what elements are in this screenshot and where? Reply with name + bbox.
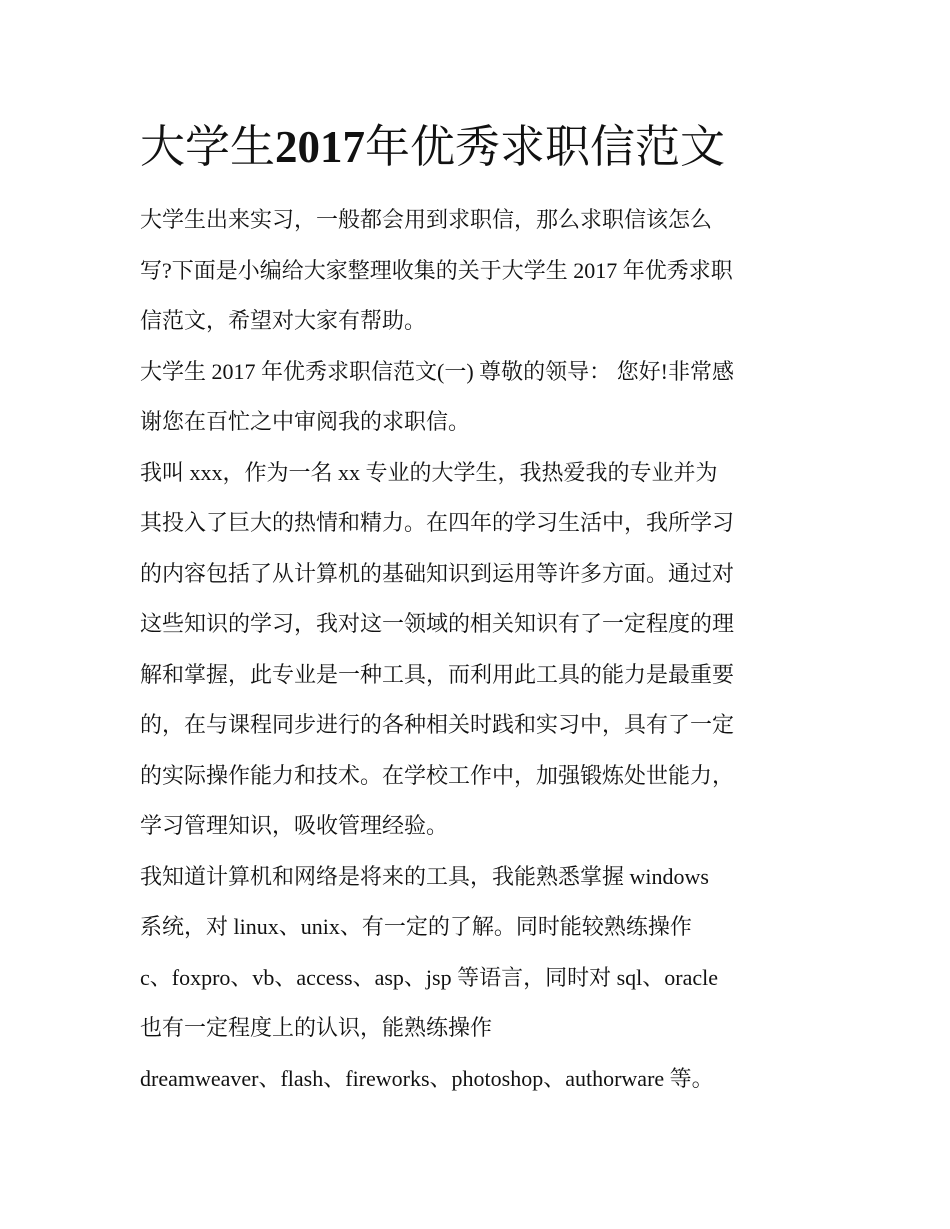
body-line: 谢您在百忙之中审阅我的求职信。 xyxy=(140,409,471,434)
body-line: 大学生 2017 年优秀求职信范文(一) 尊敬的领导： 您好!非常感 xyxy=(140,358,734,384)
body-line: 系统，对 linux、unix、有一定的了解。同时能较熟练操作 xyxy=(140,914,692,939)
title-prefix: 大学生 xyxy=(140,120,276,173)
body-line: 信范文，希望对大家有帮助。 xyxy=(140,308,427,333)
body-line: c、foxpro、vb、access、asp、jsp 等语言，同时对 sql、oracle xyxy=(140,964,719,990)
title-suffix: 年优秀求职信范文 xyxy=(365,120,726,173)
body-line: 这些知识的学习，我对这一领域的相关知识有了一定程度的理 xyxy=(140,611,735,636)
body-line: 的，在与课程同步进行的各种相关时践和实习中，具有了一定 xyxy=(140,712,735,737)
title-year: 2017 xyxy=(275,122,366,172)
body-line: 我叫 xxx，作为一名 xx 专业的大学生，我热爱我的专业并为 xyxy=(140,459,718,485)
body-line: 也有一定程度上的认识，能熟练操作 xyxy=(140,1015,493,1040)
body-line: 我知道计算机和网络是将来的工具，我能熟悉掌握 windows xyxy=(140,863,709,889)
document-title xyxy=(140,116,830,178)
body-line: 学习管理知识，吸收管理经验。 xyxy=(140,813,449,838)
body-line: 的实际操作能力和技术。在学校工作中，加强锻炼处世能力， xyxy=(140,762,735,788)
document-body xyxy=(140,195,830,1104)
body-line: 的内容包括了从计算机的基础知识到运用等许多方面。通过对 xyxy=(140,560,735,586)
body-line: 大学生出来实习，一般都会用到求职信，那么求职信该怎么 xyxy=(140,207,713,232)
body-line: 其投入了巨大的热情和精力。在四年的学习生活中，我所学习 xyxy=(140,510,735,535)
body-line: dreamweaver、flash、fireworks、photoshop、authorware 等。 xyxy=(140,1065,714,1091)
body-line: 写?下面是小编给大家整理收集的关于大学生 2017 年优秀求职 xyxy=(140,257,733,283)
body-line: 解和掌握，此专业是一种工具，而利用此工具的能力是最重要 xyxy=(140,661,735,687)
